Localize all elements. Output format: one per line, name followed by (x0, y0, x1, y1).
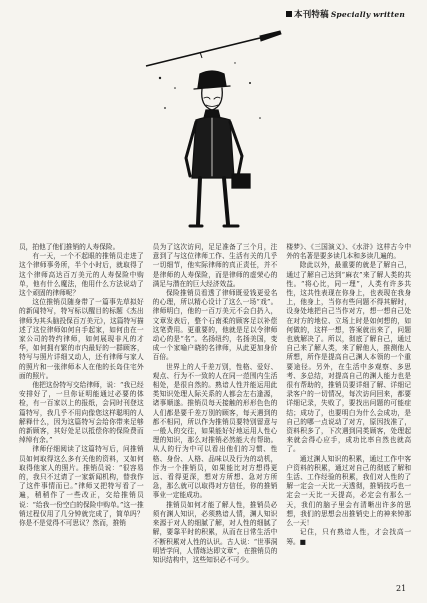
section-header (286, 8, 416, 20)
paragraph: 这位推销员随身带了一篇事先草拟好的新闻特写，特写标以醒目的标题《杰出律师为其头脑投保百万美元》，这篇特写描述了这位律师如何自手起家，如何由在一家公司的特约律师，如何展现非凡的才华，如何拥有繁的市内最好的一群顾客，特写与照片详细又动人，还有律师与家人的照片和一张律师本人在他的长岛住宅外面的照片。 (19, 298, 144, 380)
paragraph: 员，拍他了他们推销的人寿保险。 (19, 243, 120, 251)
paragraph: 楼梦》、《三国演义》、《水浒》这样古今中外的名著是要多读几本和多读几遍的。 (286, 243, 412, 261)
section-title-cn: 本刊特稿 (294, 10, 329, 20)
paragraph: 推销员如何才能了解人性，推销员必须有渊人知识，必须熟谙人情，渊人知识来源于对人的细腻了解，对人性的细腻了解，要靠平时的积累，从而在日常生活中不断积累对人性的认识。古人说：“世事洞明皆学问，人情练达即文章”，在推销员的知识结构中，这些知识必不可少。 (152, 500, 278, 564)
pen-drawing (146, 31, 281, 66)
man-figure (186, 71, 250, 226)
paragraph: 世界上的人千差万别，性格、爱好、观点、行为不一致的人在同一范围内生活相处，是很自然的。熟谙人性并能运用此类知识处理人际关系的人都会左右逢源，诸事顺遂。推销员每天接触的形形色色的人们都是要千差万别的顾客，每天遇到的都不相同，所以作为推销员要特别留意与一般人的交往，如果能好好地运用人性心理的知识，那么对推销必然能大有帮助。从人的行为中可以看出他们的习惯、性格、身份、人格、品味以及行为的动机，作为一个推销员，如果能比对方想得更远、看得更深，想对方所想、急对方所急，那么就可以取得对方信任，你的推销事业一定能成功。 (152, 362, 278, 500)
paragraph: 通过渊人知识的积累，通过工作中客户资料的积累，通过对自己的彻底了解和生活、工作经验的积累，我们对人性的了解一定会一天比一天透彻，推销技巧也一定会一天比一天提高，必定会有那么一天，我们的脑子里会有清晰出许多的思想，我们的思想会出推销史上的神来钟那么一天！ (286, 454, 412, 528)
paragraph: 记住，只有熟谙人性，才会找高一筹。■ (286, 528, 412, 546)
section-title-en: Specially written (330, 10, 405, 19)
man-with-pen-illustration (140, 28, 290, 238)
text-column-3 (286, 243, 411, 573)
paragraph: 有一天，一个不起眼的推销员走进了这个律师事务所，半个小时后，就取得了这个律师高达百万美元的人寿保险中购单，他有什么魔法，他用什么方法说动了这个顽固的律师呢？ (19, 252, 144, 298)
black-square-icon (286, 11, 292, 17)
paragraph: 保险推销员看透了律师既爱钱更爱名的心理，所以精心设计了这么一场“戏”。律师明白，他的一百万美元不会白扔入，文章发表后，整个石南柔的顾客足以补偿这笔费用。更重要的，他就是足以令律师动心的是“名”。名扬纽约，名扬美国，变成一个家喻户晓的名律师，从此更加身价百倍。 (152, 289, 278, 362)
paragraph: 他把这份特写交给律师，说：“我已经安排好了，一旦你证明能通过必要的体检，有一百家以上的报纸，会同时刊登这篇特写，我几乎不用向像您这样聪明的人解释什么，因为这篇特写会给你带来足够的新顾客，其好处足以抵偿你的保险费而绰绰有余。” (19, 381, 144, 445)
text-column-2 (153, 243, 278, 573)
paragraph: 律师仔细阅读了这篇特写后，问推销员如何取得这么多有关他的资料，又如何取得他家人的照片。推销员说：“很容易的，我只不过请了一家新闻机构，替我作了这件事情而已。”律师又把特写看了一遍，稍稍作了一些改正，交给推销员说：“给我一份空白的保险申购单。”这一推销过程仅用了几分钟就完成了，简单吗？你是不是觉得不可思议？然而，推销 (19, 445, 144, 528)
article-body (19, 243, 411, 573)
paragraph: 员为了这次访问，足足准备了三个月，注意到了与这位律师工作、生活有关的几乎一切细节，他实际律师的真正责任，并不是律师的人寿保险，而是律师的虚荣心的满足与潜在的巨大经济效益。 (152, 243, 278, 288)
text-column-1 (19, 243, 144, 573)
page-number: 21 (396, 584, 407, 593)
paragraph: 除此以外，最重要的就是了解自己，通过了解自己达到“麻衣”来了解人类的共性。“将心比，同一理”，人类有许多共性，这共性表现在你身上，也表现在我身上，他身上，当你有些问题不得其解时，设身处地把自己当作对方，想一想自己处在对方的地位、立场上时是如何想的，如何做的，这样一想，答案就出来了，问题也就解决了。所以，彻底了解自己，通过自己来了解人类，来了解他人，推测他人所想，所作是提高自己渊人本领的一个重要途径。另外，在生活中多观察、多思考、多总结，对提高自己的渊人能力也是很有帮助的，推销员要详细了解、详细记录客户的一切情况，每次访问回来，都要详细记录，失败了，要找出问题的可能症结；成功了，也要明白为什么会成功，是自己的哪一点说动了对方，原因找准了，资料积多了，下次遇到同类顾客，处理起来就会得心应手，成功比率自然也就高了。 (286, 261, 412, 454)
